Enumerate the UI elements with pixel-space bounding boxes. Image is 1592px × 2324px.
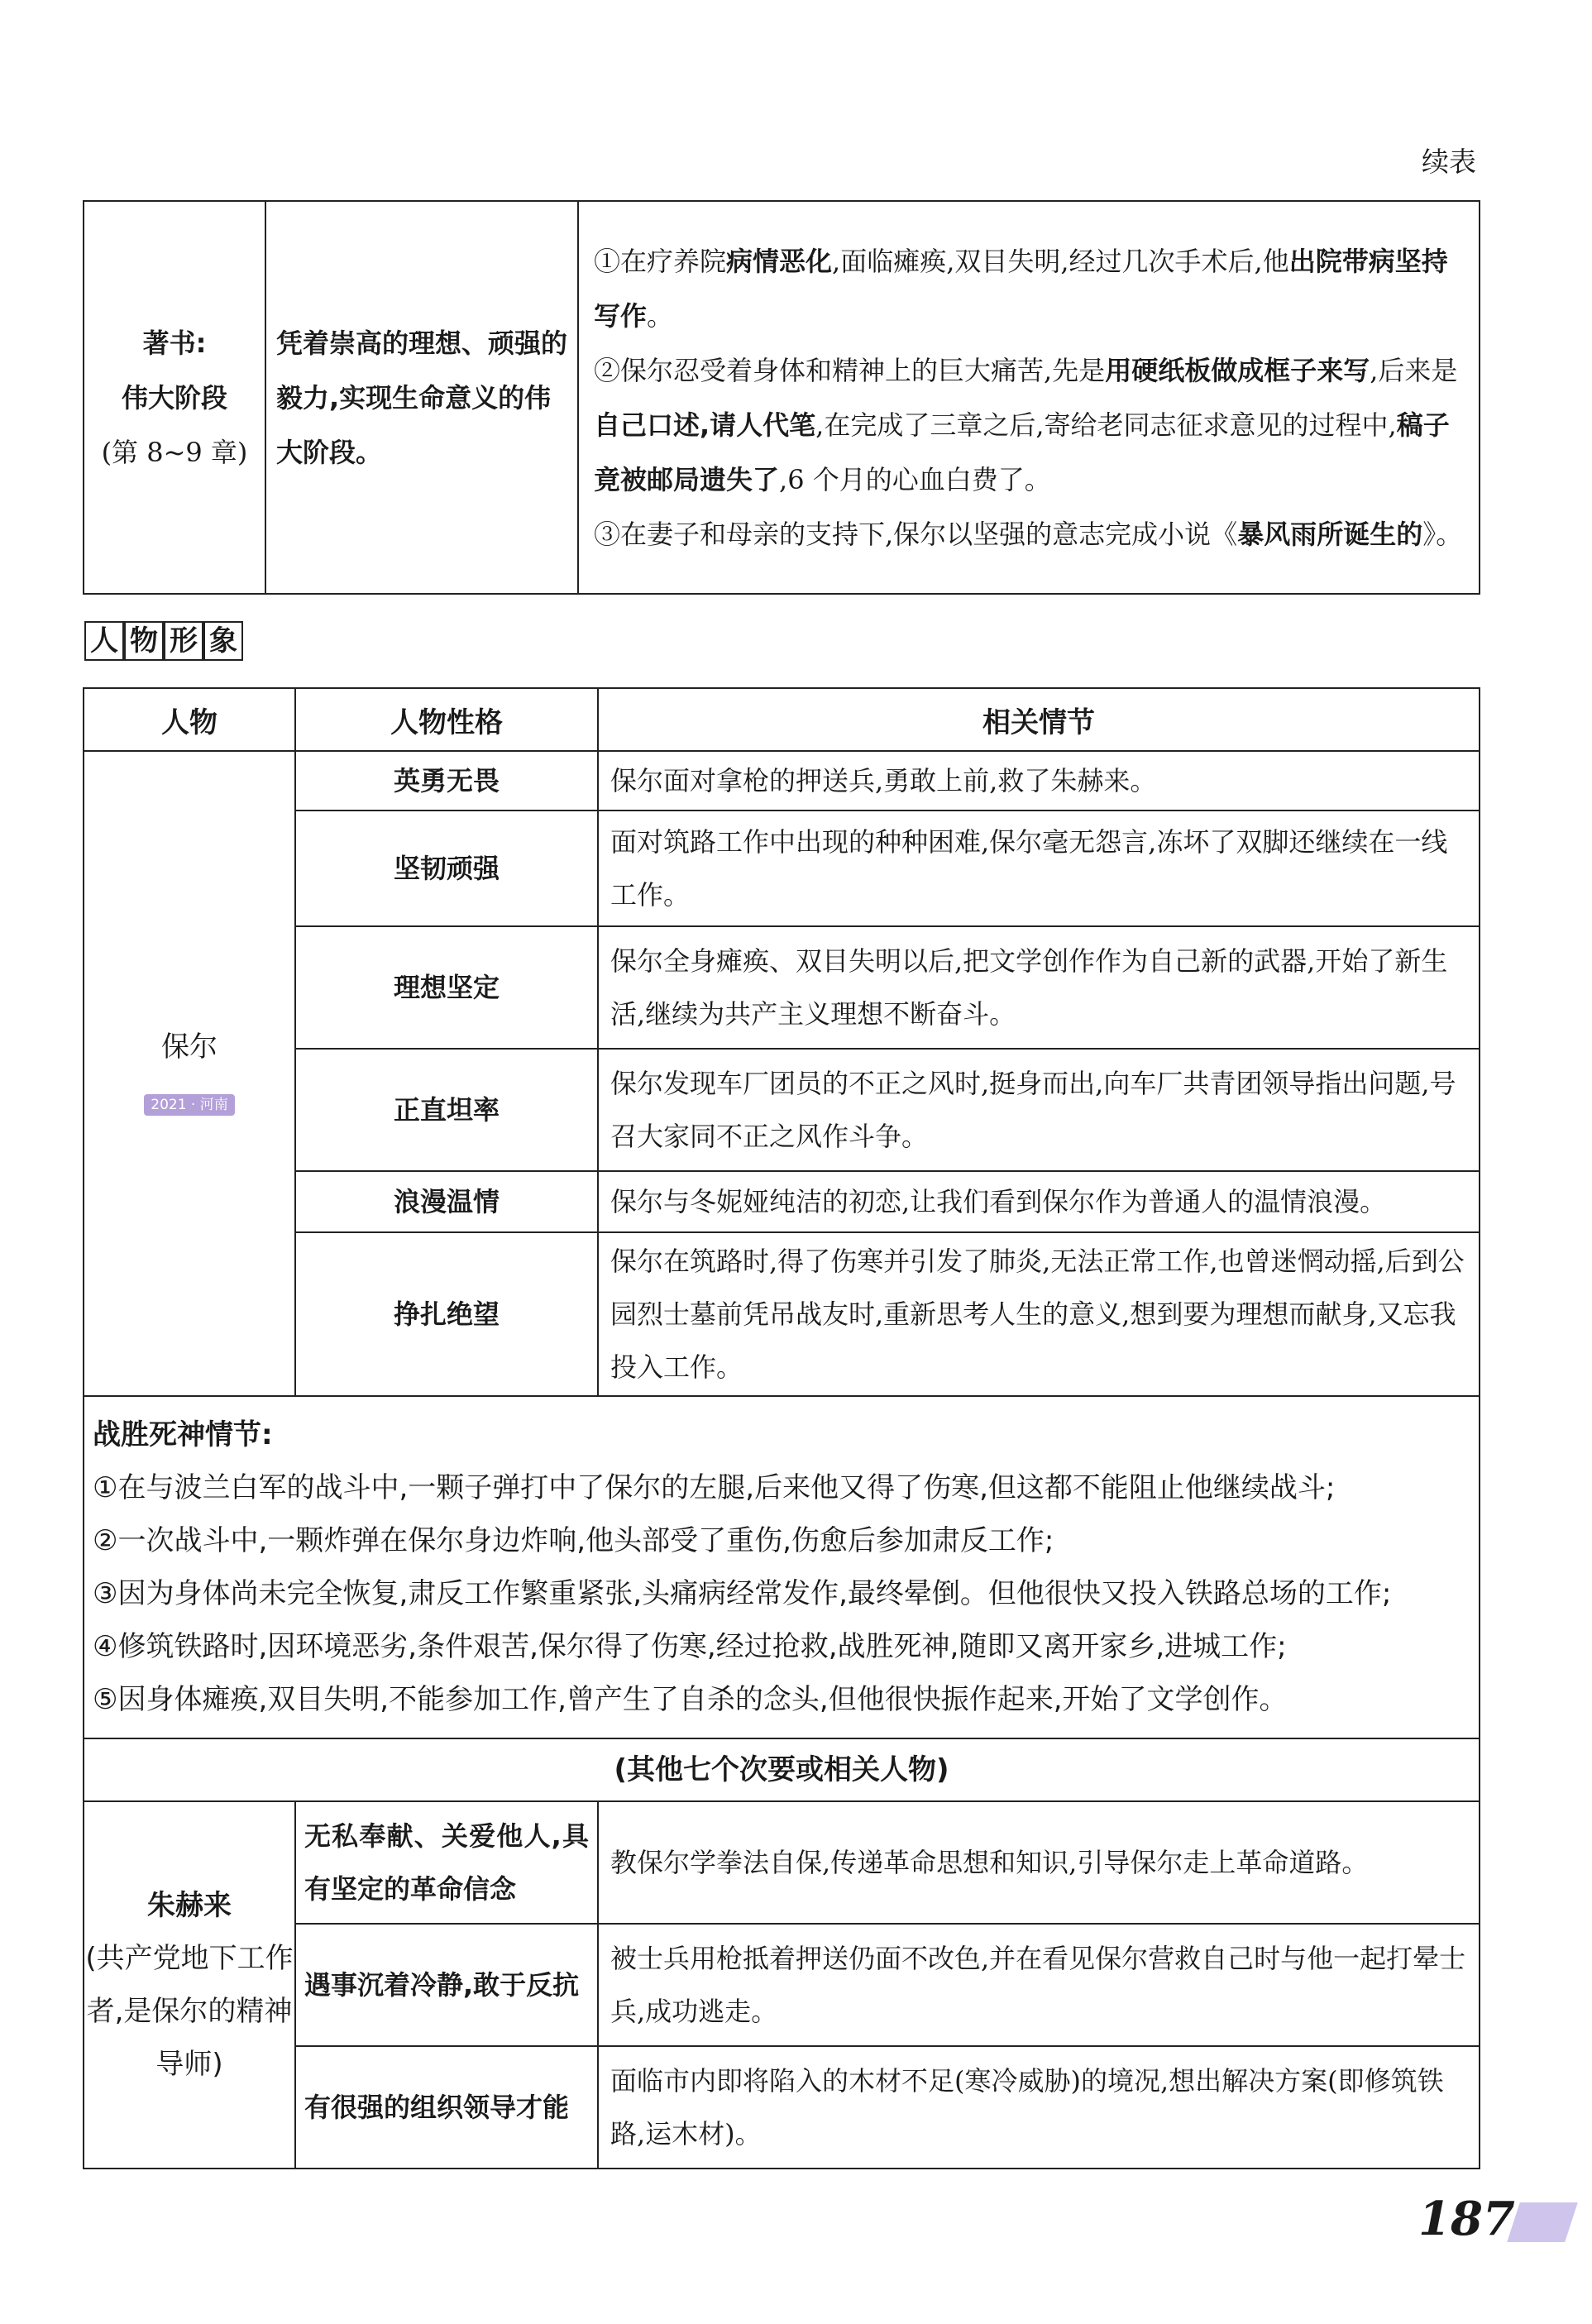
emphasis-text: 暴风雨所诞生的	[1237, 518, 1423, 550]
person-name: 保尔	[161, 1030, 218, 1064]
page-band	[1507, 2202, 1578, 2242]
plot-cell: 面临市内即将陷入的木材不足(寒冷威胁)的境况,想出解决方案(即修筑铁路,运木材)。	[598, 2046, 1480, 2169]
section-title-char: 物	[124, 621, 164, 661]
death-item: ④修筑铁路时,因环境恶劣,条件艰苦,保尔得了伤寒,经过抢救,战胜死神,随即又离开家乡,进城工作;	[93, 1630, 1287, 1663]
trait-cell: 遇事沉着冷静,敢于反抗	[295, 1924, 598, 2046]
person-name: 朱赫来	[147, 1889, 232, 1922]
exam-tag: 2021 · 河南	[144, 1094, 234, 1116]
stage-table	[83, 200, 1480, 595]
plot-cell: 保尔发现车厂团员的不正之风时,挺身而出,向车厂共青团领导指出问题,号召大家同不正之风作斗争。	[598, 1049, 1480, 1171]
death-item: ③因为身体尚未完全恢复,肃反工作繁重紧张,头痛病经常发作,最终晕倒。但他很快又投入铁路总场的工作;	[93, 1577, 1392, 1610]
person-paul	[84, 751, 295, 1396]
event-item: ②保尔忍受着身体和精神上的巨大痛苦,先是用硬纸板做成框子来写,后来是自己口述,请人代笔,在完成了三章之后,寄给老同志征求意见的过程中,稿子竟被邮局遗失了,6 个月的心血白费了。	[594, 354, 1458, 495]
death-item: ⑤因身体瘫痪,双目失明,不能参加工作,曾产生了自杀的念头,但他很快振作起来,开始了文学创作。	[93, 1683, 1288, 1716]
emphasis-text: 出院带病坚持写作	[594, 245, 1448, 332]
stage-line3: (第 8~9 章)	[101, 436, 248, 468]
section-title-char: 象	[203, 621, 243, 661]
plot-cell: 面对筑路工作中出现的种种困难,保尔毫无怨言,冻坏了双脚还继续在一线工作。	[598, 811, 1480, 926]
trait-cell: 理想坚定	[295, 926, 598, 1049]
trait-cell: 挣扎绝望	[295, 1232, 598, 1396]
page-number: 187	[1418, 2192, 1515, 2246]
header-person: 人物	[84, 688, 295, 751]
section-title-char: 形	[164, 621, 203, 661]
death-item: ①在与波兰白军的战斗中,一颗子弹打中了保尔的左腿,后来他又得了伤寒,但这都不能阻止他继续战斗;	[93, 1471, 1336, 1504]
person-desc: (共产党地下工作者,是保尔的精神导师)	[85, 1942, 294, 2081]
trait-cell: 浪漫温情	[295, 1171, 598, 1232]
plot-cell: 教保尔学拳法自保,传递革命思想和知识,引导保尔走上革命道路。	[598, 1801, 1480, 1924]
header-plot: 相关情节	[598, 688, 1480, 751]
person-zhu	[84, 1801, 295, 2169]
character-table	[83, 687, 1480, 2169]
trait-cell: 英勇无畏	[295, 751, 598, 811]
death-heading: 战胜死神情节:	[93, 1418, 273, 1451]
section-title	[84, 621, 243, 661]
death-item: ②一次战斗中,一颗炸弹在保尔身边炸响,他头部受了重伤,伤愈后参加肃反工作;	[93, 1524, 1054, 1557]
others-heading: (其他七个次要或相关人物)	[84, 1738, 1480, 1801]
plot-cell: 被士兵用枪抵着押送仍面不改色,并在看见保尔营救自己时与他一起打晕士兵,成功逃走。	[598, 1924, 1480, 2046]
header-trait: 人物性格	[295, 688, 598, 751]
plot-cell: 保尔与冬妮娅纯洁的初恋,让我们看到保尔作为普通人的温情浪漫。	[598, 1171, 1480, 1232]
emphasis-text: 用硬纸板做成框子来写	[1105, 354, 1370, 386]
stage-events	[578, 201, 1480, 594]
stage-summary: 凭着崇高的理想、顽强的毅力,实现生命意义的伟大阶段。	[265, 201, 578, 594]
trait-cell: 有很强的组织领导才能	[295, 2046, 598, 2169]
trait-cell: 坚韧顽强	[295, 811, 598, 926]
plot-cell: 保尔全身瘫痪、双目失明以后,把文学创作作为自己新的武器,开始了新生活,继续为共产主义理想不断奋斗。	[598, 926, 1480, 1049]
plot-cell: 保尔在筑路时,得了伤寒并引发了肺炎,无法正常工作,也曾迷惘动摇,后到公园烈士墓前凭吊战友时,重新思考人生的意义,想到要为理想而献身,又忘我投入工作。	[598, 1232, 1480, 1396]
trait-cell: 正直坦率	[295, 1049, 598, 1171]
plot-cell: 保尔面对拿枪的押送兵,勇敢上前,救了朱赫来。	[598, 751, 1480, 811]
emphasis-text: 自己口述,请人代笔	[594, 409, 816, 441]
event-item: ①在疗养院病情恶化,面临瘫痪,双目失明,经过几次手术后,他出院带病坚持写作。	[594, 245, 1448, 332]
event-item: ③在妻子和母亲的支持下,保尔以坚强的意志完成小说《暴风雨所诞生的》。	[594, 518, 1463, 550]
continued-label: 续表	[1422, 146, 1476, 178]
death-plot-cell	[84, 1396, 1480, 1738]
stage-line2: 伟大阶段	[121, 381, 227, 414]
stage-line1: 著书:	[142, 327, 207, 359]
emphasis-text: 病情恶化	[726, 245, 833, 277]
emphasis-text: 稿子竟被邮局遗失了	[594, 409, 1450, 495]
trait-cell: 无私奉献、关爱他人,具有坚定的革命信念	[295, 1801, 598, 1924]
stage-cell	[84, 201, 265, 594]
section-title-char: 人	[84, 621, 124, 661]
